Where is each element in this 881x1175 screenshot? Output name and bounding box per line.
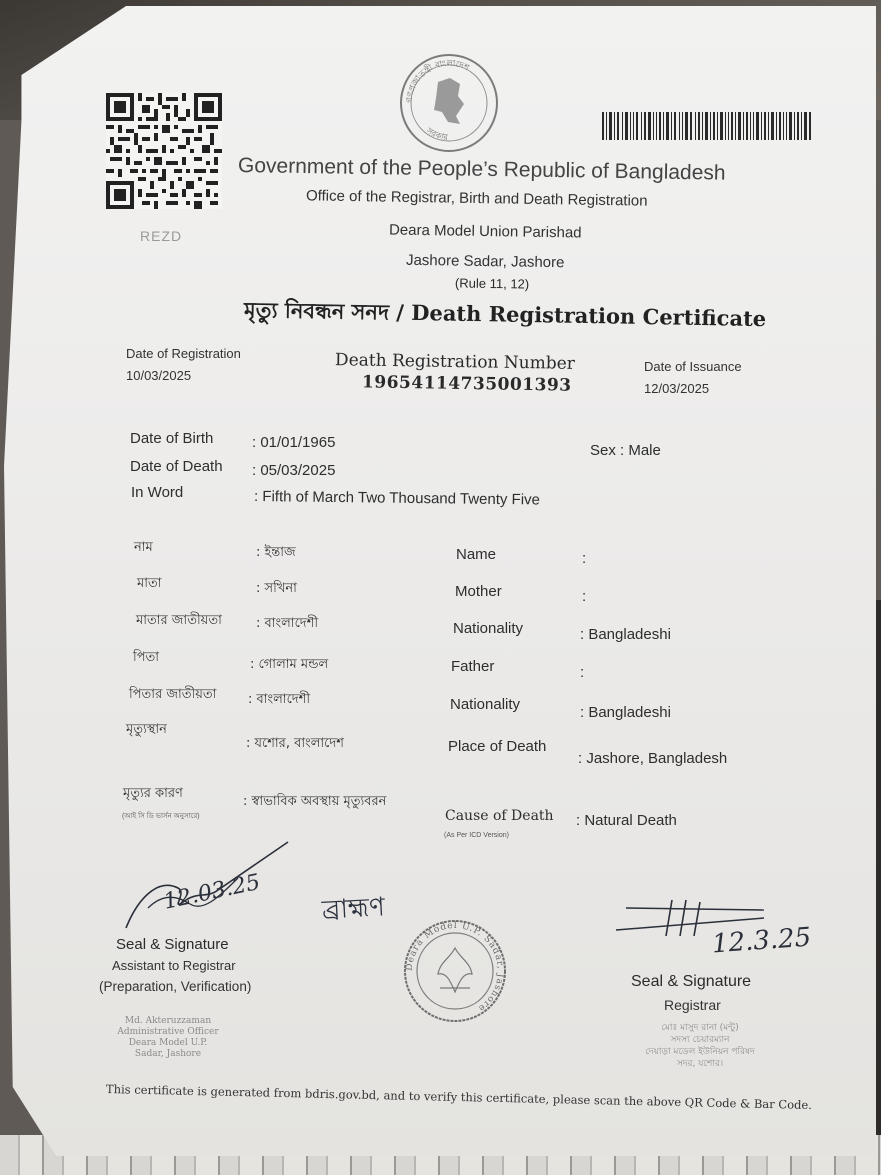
dob-value: : 01/01/1965 [252, 434, 336, 451]
bn-mother-nationality-value: : বাংলাদেশী [256, 616, 319, 631]
inword-label: In Word [131, 484, 184, 501]
assistant-role-sub: (Preparation, Verification) [99, 979, 252, 994]
bn-mother-nationality-label: মাতার জাতীয়তা [136, 613, 222, 628]
registrar-stamp [620, 1022, 780, 1070]
seal-text: Deara Model U.P. Sadar, Jashore [404, 920, 506, 1014]
dod-value: : 05/03/2025 [252, 462, 336, 479]
rule-reference: (Rule 11, 12) [454, 275, 530, 292]
date-of-issuance-value: 12/03/2025 [644, 381, 710, 396]
bn-father-label: পিতা [133, 650, 160, 665]
bn-place-of-death-label: মৃত্যুস্থান [126, 722, 167, 737]
upazila-name: Jashore Sadar, Jashore [405, 251, 565, 272]
footer-verification-note: This certificate is generated from bdris.gov.bd, and to verify this certificate, please scan the above QR Code & Bar Code. [105, 1082, 813, 1113]
union-name: Deara Model Union Parishad [388, 221, 582, 242]
assistant-stamp-line: Sadar, Jashore [134, 1049, 202, 1059]
assistant-stamp [113, 1016, 223, 1060]
mother-nationality-label: Nationality [453, 620, 524, 637]
bn-father-nationality-label: পিতার জাতীয়তা [129, 687, 217, 702]
name-value: : [582, 550, 587, 567]
cause-of-death-value: : Natural Death [576, 812, 677, 829]
certificate-title: মৃত্যু নিবন্ধন সনদ / Death Registration Certificate [243, 297, 767, 332]
mother-nationality-value: : Bangladeshi [580, 626, 671, 643]
name-label: Name [456, 546, 497, 563]
union-seal-icon [402, 918, 508, 1024]
cause-of-death-label: Cause of Death [445, 808, 554, 824]
father-value: : [580, 664, 585, 681]
bn-mother-value: : সখিনা [256, 581, 297, 596]
bn-father-value: : গোলাম মন্ডল [250, 657, 329, 672]
assistant-role: Assistant to Registrar [112, 958, 236, 973]
svg-text:গণপ্রজাতন্ত্রী বাংলাদেশ: গণপ্রজাতন্ত্রী বাংলাদেশ [404, 58, 471, 104]
registrar-role: Registrar [664, 997, 721, 1013]
inword-value: : Fifth of March Two Thousand Twenty Five [253, 488, 541, 509]
middle-handwritten-signature: ব্রাহ্মণ [321, 892, 386, 926]
bn-cause-of-death-label: মৃত্যুর কারণ [123, 786, 183, 801]
dob-label: Date of Birth [130, 430, 214, 447]
bn-place-of-death-value: : যশোর, বাংলাদেশ [246, 736, 344, 751]
dod-label: Date of Death [130, 458, 223, 475]
registrar-seal-title: Seal & Signature [631, 973, 752, 990]
registrar-stamp-line: দেয়াড়া মডেল ইউনিয়ন পরিষদ [645, 1047, 755, 1057]
father-label: Father [451, 658, 495, 675]
place-of-death-value: : Jashore, Bangladesh [578, 750, 728, 767]
bn-icd-note: (আই সি ডি ভার্সন অনুসারে) [122, 813, 200, 820]
registrar-stamp-line: মোঃ মাসুদ রানা (মন্টু) [661, 1023, 739, 1033]
registrar-stamp-line: সদস্য চেয়ারম্যান [670, 1035, 730, 1045]
barcode-icon [602, 112, 812, 140]
registrar-handwritten-date: 12.3.25 [711, 922, 813, 960]
date-of-registration-value: 10/03/2025 [126, 368, 192, 383]
date-of-registration-label: Date of Registration [126, 346, 241, 361]
svg-text:সরকার: সরকার [424, 126, 449, 144]
reference-code: REZD [140, 228, 183, 244]
icd-note: (As Per ICD Version) [444, 832, 509, 839]
date-of-issuance-label: Date of Issuance [644, 359, 742, 374]
bn-name-label: নাম [134, 540, 153, 555]
government-emblem-icon [398, 52, 500, 154]
government-title: Government of the People’s Republic of Bangladesh [237, 154, 726, 185]
registration-number: 19654114735001393 [361, 372, 572, 396]
mother-label: Mother [455, 583, 502, 600]
assistant-stamp-line: Administrative Officer [117, 1027, 219, 1037]
qr-code-icon [106, 92, 222, 210]
bn-name-value: : ইন্তাজ [256, 545, 296, 560]
registration-number-label: Death Registration Number [334, 350, 576, 374]
bn-mother-label: মাতা [137, 576, 162, 591]
assistant-stamp-line: Md. Akteruzzaman [124, 1016, 212, 1026]
assistant-handwritten-date: 12.03.25 [161, 869, 263, 915]
assistant-seal-title: Seal & Signature [116, 936, 229, 953]
father-nationality-value: : Bangladeshi [580, 704, 671, 721]
office-name: Office of the Registrar, Birth and Death Registration [305, 187, 648, 210]
registrar-stamp-line: সদর, যশোর। [676, 1059, 724, 1069]
father-nationality-label: Nationality [450, 696, 521, 713]
sex-value: Sex : Male [590, 442, 661, 459]
mother-value: : [582, 588, 587, 605]
bn-cause-of-death-value: : স্বাভাবিক অবস্থায় মৃত্যুবরন [243, 794, 387, 809]
assistant-stamp-line: Deara Model U.P. [128, 1038, 208, 1048]
bn-father-nationality-value: : বাংলাদেশী [248, 692, 311, 707]
place-of-death-label: Place of Death [448, 738, 547, 755]
